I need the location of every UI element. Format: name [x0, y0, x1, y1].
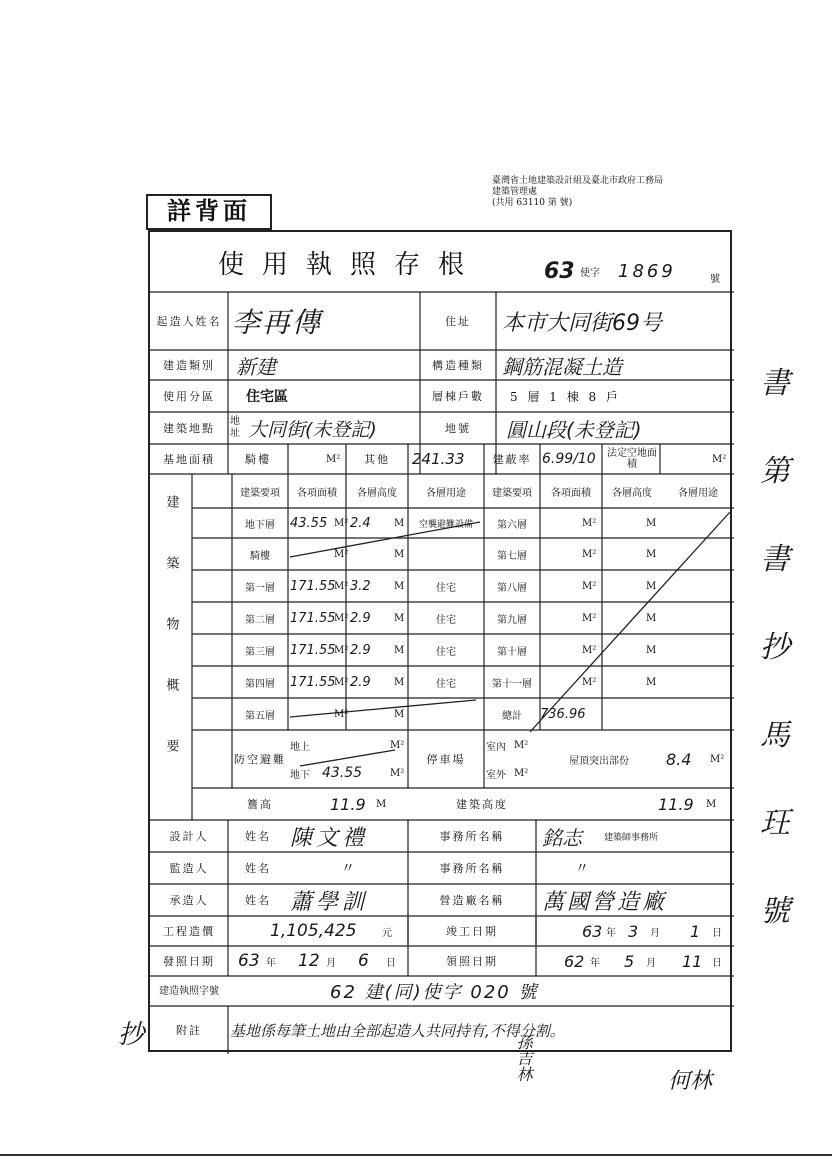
col-header-5: 建築要項: [492, 487, 532, 499]
building-height-value: 11.9: [658, 794, 694, 814]
receive-month: 5: [624, 951, 635, 971]
issue-month: 12: [298, 951, 320, 971]
left-row-area: 171.55: [290, 642, 336, 658]
designer-office-label: 事務所名稱: [439, 830, 505, 843]
address-value: 本市大同街69号: [502, 310, 662, 336]
designer-label: 設計人: [169, 830, 209, 843]
shelter-above-label: 地上: [290, 741, 310, 753]
arcade-unit: M²: [326, 453, 341, 465]
designer-name-label: 姓名: [245, 830, 271, 843]
supervisor-office-label: 事務所名稱: [439, 862, 505, 875]
left-row-use: 住宅: [436, 646, 456, 658]
issue-year-unit: 年: [266, 957, 276, 969]
completion-label: 竣工日期: [446, 925, 498, 938]
structure-label: 構造種類: [432, 359, 484, 372]
left-row-name: 第四層: [245, 678, 275, 690]
permit-label: 建造執照字號: [159, 985, 219, 997]
number-prefix: 63: [544, 258, 575, 284]
parking-outdoor-label: 室外: [486, 769, 506, 781]
left-row-height-unit: M: [394, 612, 405, 624]
lot-value: 圓山段(未登記): [506, 417, 642, 442]
roof-label: 屋頂突出部份: [569, 755, 629, 767]
build-type-label: 建造類別: [163, 359, 215, 372]
stamp-line-2: 建築管理處: [492, 187, 538, 197]
left-row-name: 騎樓: [250, 550, 270, 562]
margin-char: 書: [760, 366, 790, 401]
contractor-name-label: 姓名: [245, 894, 271, 907]
parking-indoor-unit: M²: [514, 739, 529, 751]
roof-unit: M²: [710, 753, 725, 765]
left-row-height: 3.2: [350, 578, 371, 594]
completion-month-unit: 月: [650, 927, 660, 939]
left-row-use: 住宅: [436, 582, 456, 594]
open-area-unit: M²: [712, 453, 727, 465]
left-row-use: 空襲避難設備: [418, 519, 473, 530]
document-tag: 詳背面: [146, 194, 272, 230]
lot-label: 地號: [445, 422, 471, 435]
bottom-right-signature: 何林: [668, 1069, 713, 1094]
left-row-area: 171.55: [290, 578, 336, 594]
left-row-name: 第二層: [245, 614, 275, 626]
completion-month: 3: [628, 921, 639, 941]
site-value: 大同街(未登記): [248, 418, 377, 441]
right-row-name: 總計: [502, 710, 522, 722]
zone-value: 住宅區: [246, 389, 288, 405]
shelter-above-unit: M²: [390, 739, 405, 751]
designer-office-value: 銘志: [542, 825, 582, 850]
floors-label: 層棟戶數: [432, 390, 484, 403]
right-row-name: 第十一層: [492, 678, 532, 690]
cost-label: 工程造價: [163, 925, 215, 938]
left-row-name: 第一層: [245, 582, 275, 594]
completion-year: 63: [582, 921, 603, 941]
agency-stamp: [492, 176, 720, 220]
other-label: 其他: [364, 453, 390, 466]
right-row-name: 第七層: [497, 550, 527, 562]
right-row-height-unit: M: [646, 517, 657, 529]
left-row-height: 2.9: [350, 642, 371, 658]
issue-year: 63: [238, 951, 260, 971]
left-row-area: 171.55: [290, 610, 336, 626]
margin-char: 玨: [760, 806, 790, 841]
left-row-use: 住宅: [436, 614, 456, 626]
supervisor-value: 〃: [341, 861, 355, 877]
right-row-height-unit: M: [646, 612, 657, 624]
left-row-use: 住宅: [436, 678, 456, 690]
site-sub-label: 地址: [230, 416, 240, 439]
issue-month-unit: 月: [326, 957, 336, 969]
cost-unit: 元: [382, 927, 392, 939]
issue-label: 發照日期: [163, 955, 215, 968]
contractor-factory-value: 萬國營造廠: [542, 889, 668, 915]
col-header-2: 各項面積: [297, 487, 337, 499]
right-row-area-unit: M²: [582, 517, 597, 529]
col-header-6: 各項面積: [551, 487, 591, 499]
parking-label: 停車場: [426, 753, 466, 766]
site-label: 建築地點: [163, 422, 215, 435]
receive-day: 11: [682, 951, 703, 971]
owner-label: 起造人姓名: [156, 315, 222, 328]
shelter-below-value: 43.55: [322, 765, 363, 781]
right-row-height-unit: M: [646, 548, 657, 560]
right-row-area-unit: M²: [582, 612, 597, 624]
left-row-height-unit: M: [394, 708, 405, 720]
col-header-1: 建築要項: [240, 487, 280, 499]
left-row-name: 第五層: [245, 710, 275, 722]
other-value: 241.33: [412, 450, 465, 468]
supervisor-label: 監造人: [169, 862, 209, 875]
left-row-height-unit: M: [394, 676, 405, 688]
contractor-value: 蕭學訓: [290, 889, 369, 915]
building-height-label: 建築高度: [456, 798, 508, 811]
supervisor-name-label: 姓名: [245, 862, 271, 875]
receive-year: 62: [564, 951, 585, 971]
owner-value: 李再傳: [232, 306, 323, 339]
left-row-area-unit: M²: [334, 644, 349, 656]
left-row-height-unit: M: [394, 644, 405, 656]
left-bottom-handwriting: 抄: [118, 1020, 145, 1050]
arcade-label: 騎樓: [245, 453, 271, 466]
left-row-height: 2.4: [350, 515, 371, 531]
left-row-area-unit: M²: [334, 548, 349, 560]
number-value: 1869: [618, 260, 676, 282]
left-row-area-unit: M²: [334, 517, 349, 529]
ratio-value: 6.99/10: [542, 451, 596, 467]
floors-value: 5 層 1 棟 8 戶: [510, 389, 621, 404]
bottom-center-signature: 孫吉林: [514, 1034, 533, 1082]
left-row-height-unit: M: [394, 517, 405, 529]
contractor-factory-label: 營造廠名稱: [439, 894, 505, 907]
left-row-height: 2.9: [350, 610, 371, 626]
permit-value: 62 建(同)使字 020 號: [330, 982, 539, 1003]
receive-month-unit: 月: [646, 957, 656, 969]
right-row-area-unit: M²: [582, 580, 597, 592]
col-header-3: 各層高度: [357, 487, 397, 499]
margin-char: 書: [760, 542, 790, 577]
contractor-label: 承造人: [169, 894, 209, 907]
right-row-area-unit: M²: [582, 676, 597, 688]
stamp-line-3: (共用 63110 第 號): [492, 198, 573, 208]
right-row-name: 第八層: [497, 582, 527, 594]
note-value: 基地係每筆土地由全部起造人共同持有,不得分割。: [230, 1021, 565, 1040]
form-title: 使用執照存根: [217, 249, 482, 280]
right-row-name: 第十層: [497, 646, 527, 658]
build-type-value: 新建: [236, 354, 276, 379]
left-row-name: 地下層: [245, 519, 275, 531]
left-row-area: 171.55: [290, 674, 336, 690]
completion-day-unit: 日: [712, 927, 722, 939]
stamp-line-1: 臺灣省土地建築設計組及臺北市政府工務局: [492, 176, 664, 186]
shelter-below-unit: M²: [390, 767, 405, 779]
eave-label: 簷高: [247, 798, 273, 811]
permit-form: [148, 230, 732, 1052]
col-header-4: 各層用途: [426, 487, 466, 499]
ratio-label: 建蔽率: [492, 453, 532, 466]
issue-day: 6: [358, 951, 369, 971]
left-row-area-unit: M²: [334, 708, 349, 720]
left-row-height-unit: M: [394, 548, 405, 560]
left-row-area-unit: M²: [334, 612, 349, 624]
total-area-value: 736.96: [540, 706, 586, 722]
receive-year-unit: 年: [590, 957, 600, 969]
building-side-label: 建築物概要: [163, 494, 179, 800]
issue-day-unit: 日: [386, 957, 396, 969]
base-area-label: 基地面積: [163, 453, 215, 466]
right-row-area-unit: M²: [582, 644, 597, 656]
designer-value: 陳文禮: [290, 825, 369, 851]
page-edge: [0, 1154, 832, 1156]
col-header-8: 各層用途: [678, 487, 718, 499]
right-row-name: 第九層: [497, 614, 527, 626]
eave-unit: M: [376, 798, 387, 810]
supervisor-office-value: 〃: [575, 861, 589, 877]
designer-office-note: 建築師事務所: [604, 832, 659, 843]
note-label: 附註: [176, 1024, 202, 1037]
margin-char: 號: [760, 894, 790, 929]
receive-label: 領照日期: [446, 955, 498, 968]
structure-value: 鋼筋混凝土造: [502, 354, 622, 379]
address-label: 住址: [445, 315, 471, 328]
left-row-area-unit: M²: [334, 676, 349, 688]
zone-label: 使用分區: [163, 390, 215, 403]
roof-value: 8.4: [666, 749, 692, 769]
parking-outdoor-unit: M²: [514, 767, 529, 779]
number-suffix: 號: [710, 273, 720, 285]
left-row-area-unit: M²: [334, 580, 349, 592]
col-header-7: 各層高度: [612, 487, 652, 499]
completion-year-unit: 年: [606, 927, 616, 939]
parking-indoor-label: 室內: [486, 741, 506, 753]
left-row-height-unit: M: [394, 580, 405, 592]
right-row-height-unit: M: [646, 644, 657, 656]
right-row-height-unit: M: [646, 676, 657, 688]
right-row-name: 第六層: [497, 519, 527, 531]
shelter-label: 防空避難: [234, 753, 286, 766]
receive-day-unit: 日: [712, 957, 722, 969]
margin-char: 第: [760, 454, 790, 489]
right-row-height-unit: M: [646, 580, 657, 592]
margin-char: 抄: [760, 630, 790, 665]
eave-value: 11.9: [330, 794, 366, 814]
completion-day: 1: [690, 921, 701, 941]
left-row-name: 第三層: [245, 646, 275, 658]
building-height-unit: M: [706, 798, 717, 810]
open-area-label: 法定空地面積: [607, 448, 657, 470]
number-middle: 使字: [580, 267, 600, 279]
shelter-below-label: 地下: [290, 769, 310, 781]
margin-char: 馬: [760, 718, 790, 753]
cost-value: 1,105,425: [270, 921, 357, 941]
right-margin-handwriting: [760, 340, 800, 956]
left-row-area: 43.55: [290, 515, 328, 531]
right-row-area-unit: M²: [582, 548, 597, 560]
left-row-height: 2.9: [350, 674, 371, 690]
